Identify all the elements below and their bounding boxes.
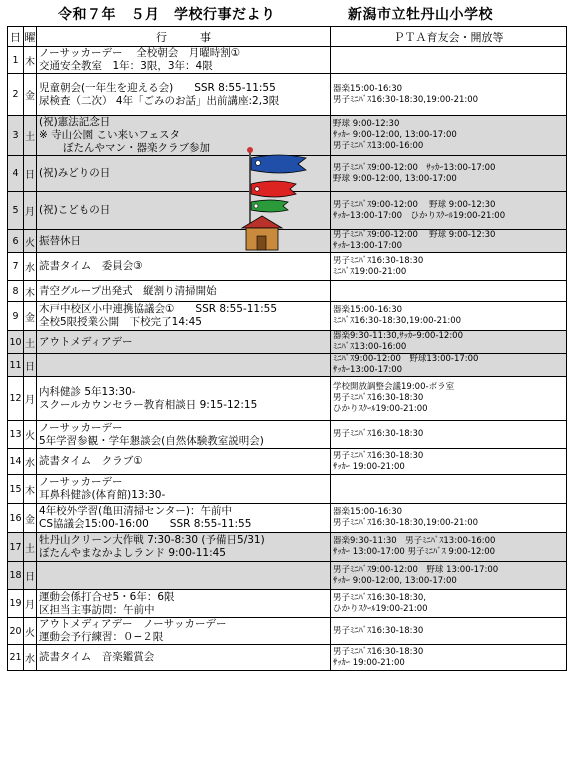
pta-line: ｻｯｶｰ13:00-17:00 [333,241,403,251]
day-cell: 19 [8,590,24,618]
events-cell [37,74,331,116]
events-cell [37,562,331,590]
weekday-cell: 日 [24,354,37,377]
event-line: 内科健診 5年13:30- [39,385,136,398]
pta-cell [331,354,567,377]
event-line: 区担当主事訪問：午前中 [39,603,155,616]
event-line: 運動会係打合せ5・6年：6限 [39,590,175,603]
event-line: 全校5限授業公開 下校完了14:45 [39,316,202,328]
pta-line: ひかりｽｸｰﾙ19:00-21:00 [333,404,428,414]
table-row [8,533,567,562]
schedule-body [8,47,567,671]
events-cell [37,618,331,645]
weekday-cell: 金 [24,504,37,533]
day-cell: 6 [8,230,24,253]
pta-line: 器楽15:00-16:30 [333,305,403,315]
event-line: 木戸中校区小中連携協議会① SSR 8:55-11:55 [39,303,278,315]
event-line: ノーサッカーデー 全校朝会 月曜時割① [39,47,241,59]
day-cell: 1 [8,47,24,74]
table-row [8,618,567,645]
day-cell: 5 [8,192,24,230]
pta-line: ｻｯｶｰ 9:00-12:00, 13:00-17:00 [333,575,457,586]
pta-line: 器楽15:00-16:30 [333,83,403,94]
day-cell: 4 [8,156,24,192]
weekday-cell: 土 [24,533,37,562]
pta-line: 男子ﾐﾆﾊﾞｽ16:30-18:30 [333,393,424,403]
day-cell: 21 [8,645,24,671]
header-events: 行 事 [37,27,331,47]
pta-line: 学校開放調整会議19:00-ボラ室 [333,382,455,392]
weekday-cell: 金 [24,302,37,331]
pta-line: ｻｯｶｰ 19:00-21:00 [333,461,405,472]
header-pta: ＰＴＡ育友会・開放等 [331,27,567,47]
event-line: 読書タイム クラブ① [39,455,143,467]
header-weekday: 曜 [24,27,37,47]
pta-cell [331,74,567,116]
weekday-cell: 火 [24,230,37,253]
weekday-cell: 木 [24,475,37,504]
pta-line: ﾐﾆﾊﾞｽ19:00-21:00 [333,266,407,277]
day-cell: 16 [8,504,24,533]
koinobori-icon [240,144,344,254]
pta-cell [331,449,567,475]
weekday-cell: 土 [24,116,37,156]
weekday-cell: 木 [24,47,37,74]
pta-cell [331,156,567,192]
table-row [8,47,567,74]
weekday-cell: 水 [24,449,37,475]
table-row [8,645,567,671]
pta-cell [331,47,567,74]
pta-cell [331,590,567,618]
pta-line: 男子ﾐﾆﾊﾞｽ16:30-18:30,19:00-21:00 [333,518,479,528]
weekday-cell: 木 [24,281,37,302]
table-row [8,302,567,331]
events-cell [37,354,331,377]
pta-cell [331,421,567,449]
title-right: 新潟市立牡丹山小学校 [348,7,493,23]
pta-line: ｻｯｶｰ13:00-17:00 [333,365,403,375]
table-row [8,354,567,377]
table-header-row [8,27,567,47]
pta-cell [331,504,567,533]
event-line: 運動会予行練習：０−２限 [39,631,164,643]
pta-cell [331,192,567,230]
table-row [8,475,567,504]
schedule-table [7,26,567,671]
event-line: 耳鼻科健診(体育館)13:30- [39,489,166,501]
table-row [8,331,567,354]
events-cell [37,377,331,421]
pta-line: 男子ﾐﾆﾊﾞｽ16:30-18:30 [333,625,424,636]
event-line: 児童朝会(一年生を迎える会) SSR 8:55-11:55 [39,81,276,94]
pta-cell [331,377,567,421]
event-line: 4年校外学習(亀田清掃センター)：午前中 [39,505,232,517]
table-row [8,562,567,590]
pta-line: ｻｯｶｰ 9:00-12:00, 13:00-17:00 [333,130,457,140]
table-row [8,74,567,116]
pta-line: ﾐﾆﾊﾞｽ13:00-16:00 [333,342,407,352]
table-row [8,377,567,421]
day-cell: 15 [8,475,24,504]
pta-cell [331,331,567,354]
events-cell [37,253,331,281]
day-cell: 8 [8,281,24,302]
event-line: 読書タイム 委員会③ [39,260,143,272]
pta-line: 男子ﾐﾆﾊﾞｽ16:30-18:30 [333,646,424,657]
weekday-cell: 月 [24,590,37,618]
event-line: 読書タイム 音楽鑑賞会 [39,651,155,663]
table-row [8,421,567,449]
weekday-cell: 火 [24,421,37,449]
pta-cell [331,116,567,156]
events-cell [37,302,331,331]
event-line: ぼたんやまなかよしランド 9:00-11:45 [39,547,226,559]
pta-cell [331,302,567,331]
weekday-cell: 金 [24,74,37,116]
pta-line: 男子ﾐﾆﾊﾞｽ16:30-18:30, [333,592,427,603]
pta-line: ﾐﾆﾊﾞｽ9:00-12:00 野球13:00-17:00 [333,354,479,364]
event-line: スクールカウンセラー教育相談日 9:15-12:15 [39,398,258,411]
event-line: アウトメディアデー ノーサッカーデー [39,618,227,630]
pta-cell [331,475,567,504]
pta-line: 男子ﾐﾆﾊﾞｽ16:30-18:30 [333,450,424,461]
weekday-cell: 日 [24,156,37,192]
pta-line: 野球 9:00-12:30 [333,119,400,129]
event-line: CS協議会15:00-16:00 SSR 8:55-11:55 [39,518,252,530]
day-cell: 2 [8,74,24,116]
events-cell [37,449,331,475]
events-cell [37,504,331,533]
day-cell: 18 [8,562,24,590]
event-line: アウトメディアデー [39,335,133,348]
events-cell [37,533,331,562]
event-line: (祝)こどもの日 [39,204,111,216]
day-cell: 17 [8,533,24,562]
day-cell: 3 [8,116,24,156]
header-day: 日 [8,27,24,47]
events-cell [37,47,331,74]
pta-line: ひかりｽｸｰﾙ19:00-21:00 [333,603,428,614]
pta-line: 男子ﾐﾆﾊﾞｽ9:00-12:00 ｻｯｶｰ13:00-17:00 [333,162,496,173]
event-line: 交通安全教室 1年：3限，3年：4限 [39,60,213,72]
pta-line: 男子ﾐﾆﾊﾞｽ13:00-16:00 [333,141,424,151]
events-cell [37,475,331,504]
day-cell: 14 [8,449,24,475]
table-row [8,253,567,281]
day-cell: 7 [8,253,24,281]
pta-line: 男子ﾐﾆﾊﾞｽ16:30-18:30,19:00-21:00 [333,94,479,105]
event-line: 5年学習参観・学年懇談会(自然体験教室説明会) [39,434,264,447]
pta-cell [331,281,567,302]
pta-cell [331,230,567,253]
weekday-cell: 月 [24,377,37,421]
events-cell [37,590,331,618]
pta-cell [331,533,567,562]
page-title [0,0,578,26]
weekday-cell: 水 [24,253,37,281]
pta-line: 野球 9:00-12:00, 13:00-17:00 [333,173,457,184]
pta-line: 男子ﾐﾆﾊﾞｽ9:00-12:00 野球 9:00-12:30 [333,230,496,240]
pta-line: 男子ﾐﾆﾊﾞｽ16:30-18:30 [333,255,424,266]
events-cell [37,281,331,302]
pta-line: 男子ﾐﾆﾊﾞｽ9:00-12:00 野球 9:00-12:30 [333,199,496,210]
pta-cell [331,253,567,281]
weekday-cell: 水 [24,645,37,671]
day-cell: 10 [8,331,24,354]
pta-line: ｻｯｶｰ 13:00-17:00 男子ﾐﾆﾊﾞｽ 9:00-12:00 [333,547,496,557]
pta-cell [331,618,567,645]
event-line: ぼたんやマン・器楽クラブ参加 [63,142,210,154]
event-line: (祝)みどりの日 [39,167,111,179]
events-cell [37,421,331,449]
weekday-cell: 土 [24,331,37,354]
pta-line: ﾐﾆﾊﾞｽ16:30-18:30,19:00-21:00 [333,316,462,326]
day-cell: 9 [8,302,24,331]
event-line: (祝)憲法記念日 [39,116,111,128]
pta-line: 器楽9:30-11:30 男子ﾐﾆﾊﾞｽ13:00-16:00 [333,536,496,546]
table-row [8,449,567,475]
pta-line: 器楽15:00-16:30 [333,507,403,517]
event-line: ※ 寺山公園 こい来いフェスタ [39,129,180,141]
pta-cell [331,645,567,671]
weekday-cell: 月 [24,192,37,230]
events-cell [37,645,331,671]
pta-line: 器楽9:30-11:30,ｻｯｶｰ9:00-12:00 [333,331,464,341]
day-cell: 13 [8,421,24,449]
events-cell [37,331,331,354]
event-line: ノーサッカーデー [39,421,123,434]
weekday-cell: 日 [24,562,37,590]
weekday-cell: 火 [24,618,37,645]
pta-cell [331,562,567,590]
day-cell: 12 [8,377,24,421]
event-line: 振替休日 [39,234,81,247]
pta-line: ｻｯｶｰ 19:00-21:00 [333,657,405,668]
pta-line: 男子ﾐﾆﾊﾞｽ16:30-18:30 [333,429,424,439]
table-row [8,504,567,533]
day-cell: 20 [8,618,24,645]
event-line: 牡丹山クリーン大作戦 7:30-8:30 (予備日5/31) [39,534,265,546]
table-row [8,281,567,302]
title-left: 令和７年 ５月 学校行事だより [58,7,276,23]
pta-line: ｻｯｶｰ13:00-17:00 ひかりｽｸｰﾙ19:00-21:00 [333,210,506,221]
day-cell: 11 [8,354,24,377]
pta-line: 男子ﾐﾆﾊﾞｽ9:00-12:00 野球 13:00-17:00 [333,564,499,575]
event-line: 青空グループ出発式 縦割り清掃開始 [39,284,217,297]
event-line: 尿検査（二次） 4年「ごみのお話」出前講座:2,3限 [39,94,280,107]
table-row [8,590,567,618]
event-line: ノーサッカーデー [39,476,123,488]
